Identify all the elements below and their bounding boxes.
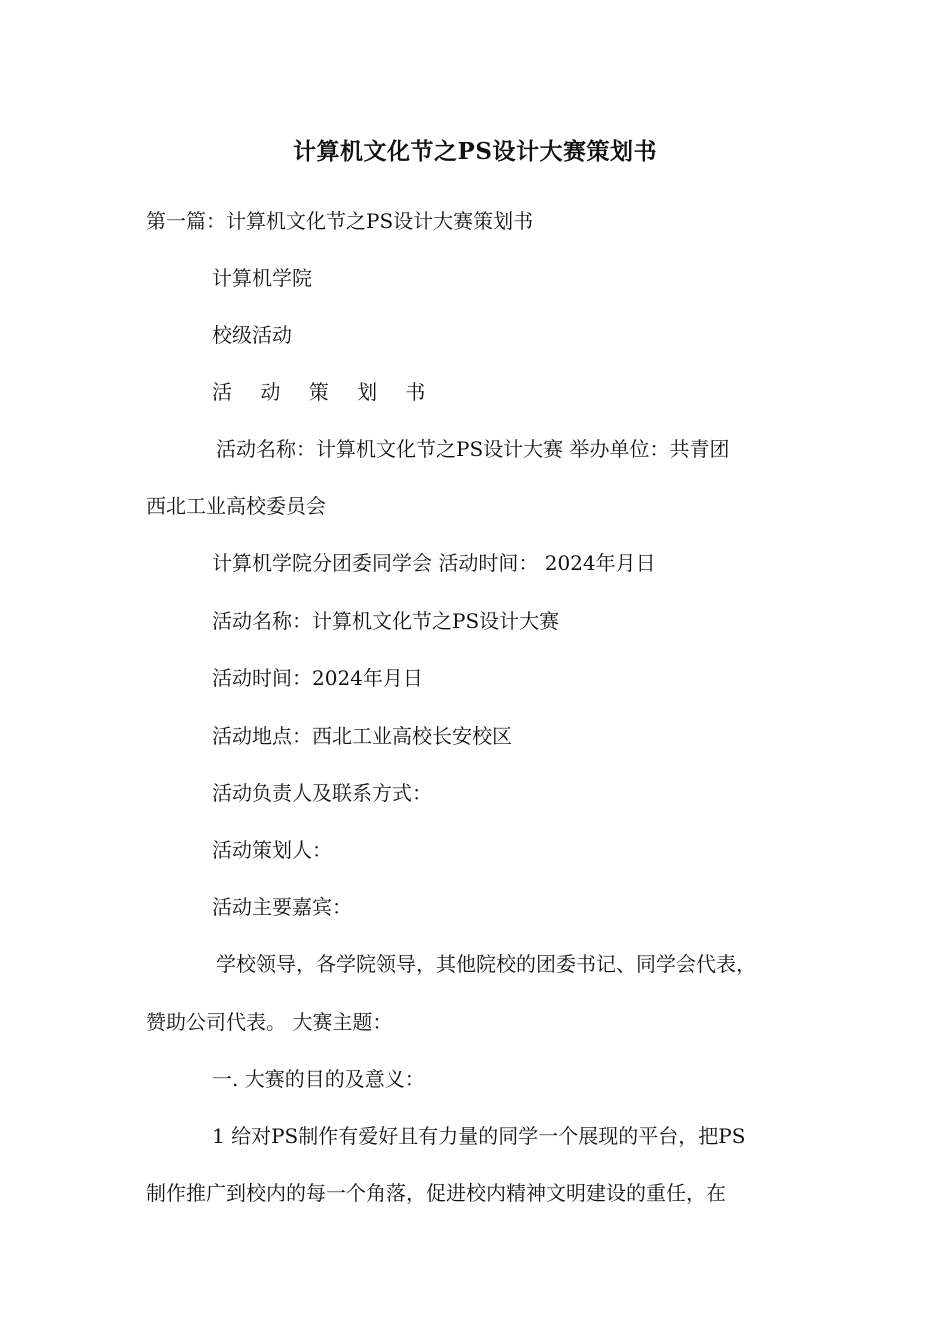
paragraph-line: 计算机学院 bbox=[212, 266, 312, 290]
paragraph-line: 活动名称：计算机文化节之PS设计大赛 bbox=[212, 609, 560, 633]
paragraph-line: 活 动 策 划 书 bbox=[212, 380, 437, 404]
paragraph-line: 学校领导，各学院领导，其他院校的团委书记、同学会代表， bbox=[216, 952, 756, 976]
paragraph-line: 赞助公司代表。 大赛主题： bbox=[146, 1010, 393, 1034]
paragraph-line: 活动策划人： bbox=[212, 838, 332, 862]
paragraph-line: 1 给对PS制作有爱好且有力量的同学一个展现的平台，把PS bbox=[212, 1124, 746, 1148]
paragraph-line: 制作推广到校内的每一个角落，促进校内精神文明建设的重任，在 bbox=[146, 1181, 726, 1205]
paragraph-line: 西北工业高校委员会 bbox=[146, 494, 326, 518]
paragraph-line: 活动主要嘉宾： bbox=[212, 895, 352, 919]
paragraph-line: 一. 大赛的目的及意义： bbox=[212, 1067, 425, 1091]
paragraph-line: 活动负责人及联系方式： bbox=[212, 781, 432, 805]
document-title: 计算机文化节之PS设计大赛策划书 bbox=[293, 138, 657, 165]
paragraph-line: 第一篇：计算机文化节之PS设计大赛策划书 bbox=[146, 209, 534, 233]
paragraph-line: 活动名称：计算机文化节之PS设计大赛 举办单位：共青团 bbox=[216, 437, 730, 461]
paragraph-line: 活动时间：2024年月日 bbox=[212, 666, 423, 690]
paragraph-line: 活动地点：西北工业高校长安校区 bbox=[212, 724, 512, 748]
paragraph-line: 校级活动 bbox=[212, 323, 292, 347]
paragraph-line: 计算机学院分团委同学会 活动时间： 2024年月日 bbox=[212, 551, 656, 575]
